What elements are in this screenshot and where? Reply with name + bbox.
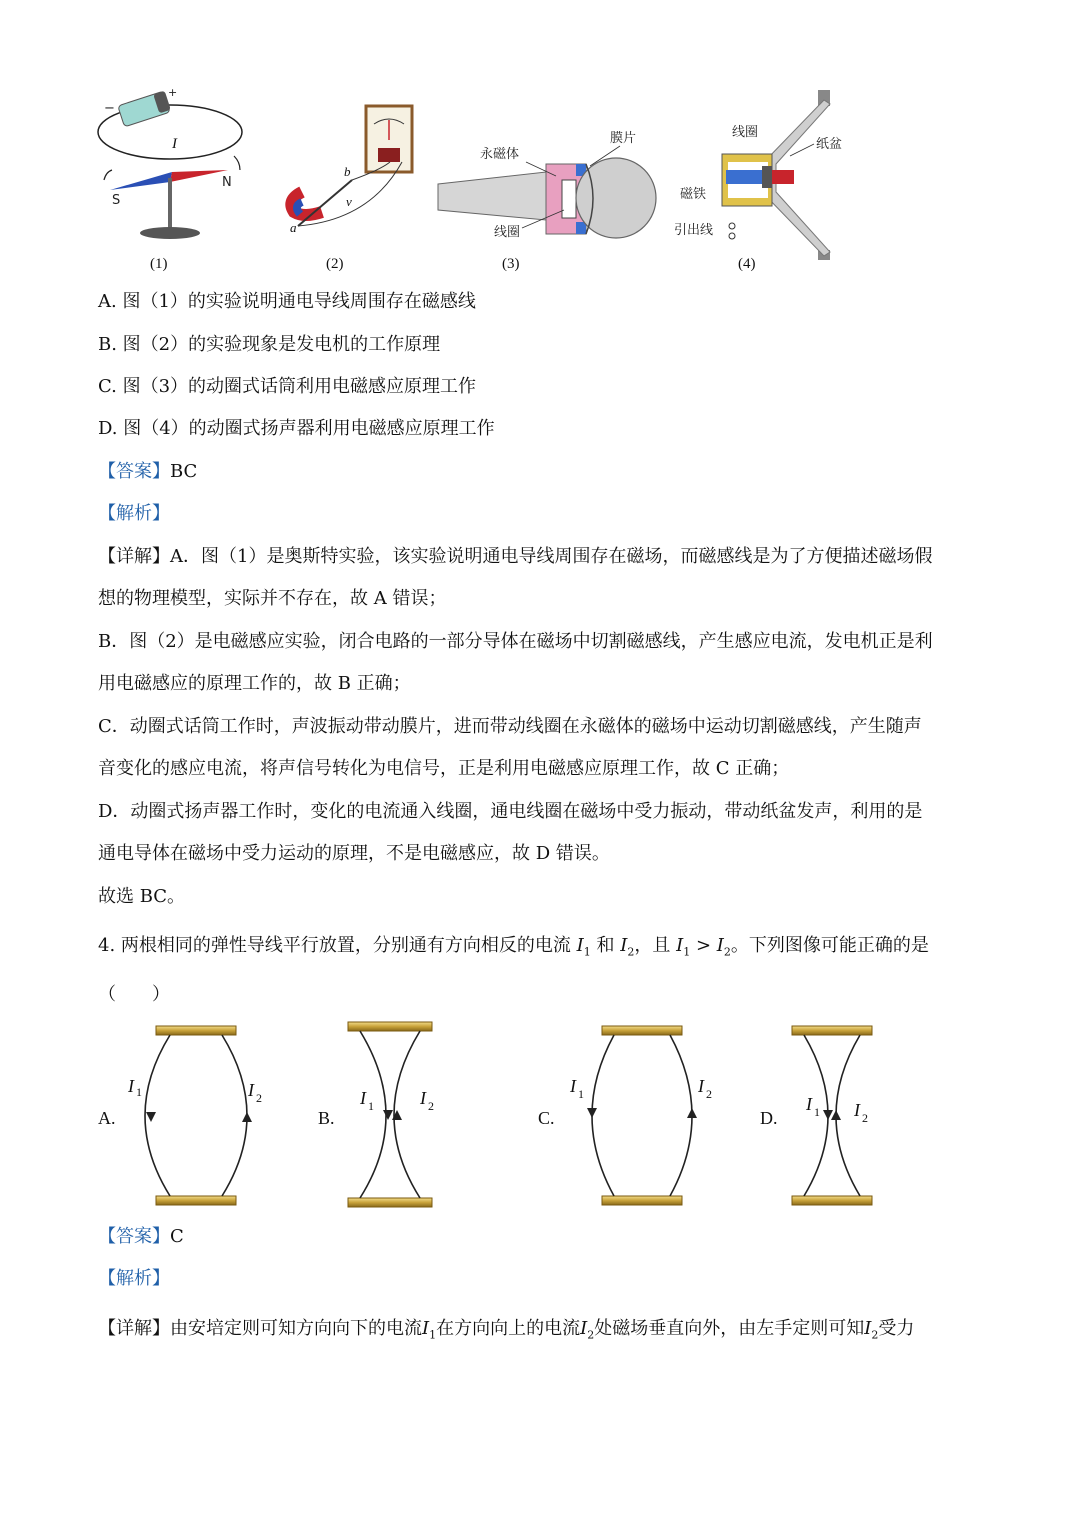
q4-i1-sub: 1: [583, 945, 591, 959]
q3-answer: [98, 459, 197, 485]
q4-answer: [98, 1224, 184, 1250]
label-coil-3: 线圈: [494, 225, 521, 240]
pole-n: N: [222, 175, 232, 190]
q3-detail-line-1: [98, 544, 932, 570]
battery-minus: −: [104, 101, 115, 116]
d-i1: I: [806, 1094, 812, 1114]
q4-conj: 和: [596, 935, 615, 956]
b-i2: I: [420, 1088, 426, 1108]
q4-i1-b: I: [676, 935, 684, 956]
q4-detail-part: 处磁场垂直向外，由左手定则可知: [594, 1318, 865, 1339]
c-i2-sub: 2: [706, 1087, 712, 1101]
caption-4: (4): [738, 256, 756, 272]
q4-detail-i1: I: [422, 1318, 430, 1339]
q4-analysis: [98, 1266, 170, 1292]
q3-option-c: C. 图（3）的动圈式话筒利用电磁感应原理工作: [98, 376, 477, 397]
q3-detail-line-8: 通电导体在磁场中受力运动的原理，不是电磁感应，故 D 错误。: [98, 843, 610, 864]
q4-answer-value: C: [170, 1226, 184, 1247]
figure-row: [90, 80, 850, 260]
analysis-tag: 【解析】: [98, 503, 170, 524]
q4-detail-part: 由安培定则可知方向向下的电流: [170, 1318, 422, 1339]
figure-1-oersted: [98, 86, 242, 239]
d-i1-sub: 1: [814, 1105, 820, 1119]
q4-detail-i1-sub: 1: [429, 1328, 437, 1342]
q4-detail: [98, 1316, 914, 1349]
a-i1: I: [128, 1076, 134, 1096]
q4-analysis-tag: 【解析】: [98, 1268, 170, 1289]
c-i2: I: [698, 1076, 704, 1096]
needle-south: [110, 172, 172, 190]
conductor-a: a: [290, 220, 297, 235]
q4-label-d: D.: [760, 1108, 778, 1128]
b-i1-sub: 1: [368, 1099, 374, 1113]
detail-tag: 【详解】: [98, 546, 170, 567]
q4-answer-tag: 【答案】: [98, 1226, 170, 1247]
q4-option-b: [318, 1022, 434, 1207]
q4-stem: [98, 933, 929, 966]
q4-detail-part: 受力: [878, 1318, 915, 1339]
q4-label-c: C.: [538, 1108, 555, 1128]
q3-analysis: [98, 501, 170, 527]
caption-3: (3): [502, 256, 520, 272]
q4-label-b: B.: [318, 1108, 335, 1128]
b-i1: I: [360, 1088, 366, 1108]
figure-3-microphone: [438, 130, 656, 240]
q4-options-figure: [90, 1016, 890, 1216]
q3-detail-line-5: C．动圈式话筒工作时，声波振动带动膜片，进而带动线圈在永磁体的磁场中运动切割磁感线，产生随声: [98, 716, 922, 737]
q3-conclusion: 故选 BC。: [98, 886, 186, 907]
b-i2-sub: 2: [428, 1099, 434, 1113]
q4-detail-part: 在方向向上的电流: [436, 1318, 581, 1339]
q3-option-d: D. 图（4）的动圈式扬声器利用电磁感应原理工作: [98, 418, 495, 439]
q4-option-a: [98, 1026, 262, 1205]
q4-i2-sub-b: 2: [723, 945, 731, 959]
detail-text: A．图（1）是奥斯特实验，该实验说明通电导线周围存在磁场，而磁感线是为了方便描述磁场假: [170, 546, 933, 567]
q4-stem-part: 。下列图像可能正确的是: [730, 935, 929, 956]
c-i1-sub: 1: [578, 1087, 584, 1101]
caption-1: (1): [150, 256, 168, 272]
d-i2-sub: 2: [862, 1111, 868, 1125]
q4-i2-b: I: [716, 935, 724, 956]
c-i1: I: [570, 1076, 576, 1096]
current-label: I: [172, 136, 177, 152]
answer-value: BC: [170, 461, 198, 482]
q3-detail-line-4: 用电磁感应的原理工作的，故 B 正确；: [98, 673, 411, 694]
q4-i2-sub: 2: [627, 945, 635, 959]
pole-s: S: [112, 193, 121, 208]
a-i2-sub: 2: [256, 1091, 262, 1105]
label-leads: 引出线: [674, 223, 714, 238]
figure-4-speaker: [674, 90, 842, 260]
figure-2-induction: [290, 106, 412, 235]
label-cone: 纸盆: [816, 137, 843, 152]
q4-gt: >: [690, 935, 717, 956]
q4-detail-i2-sub: 2: [587, 1328, 595, 1342]
q4-label-a: A.: [98, 1108, 116, 1128]
q3-detail-line-6: 音变化的感应电流，将声信号转化为电信号，正是利用电磁感应原理工作，故 C 正确；: [98, 758, 790, 779]
q4-i1: I: [576, 935, 584, 956]
velocity-v: v: [346, 194, 352, 209]
q4-i1-sub-b: 1: [683, 945, 691, 959]
d-i2: I: [854, 1100, 860, 1120]
label-membrane: 膜片: [610, 131, 637, 146]
q4-i2: I: [620, 935, 628, 956]
answer-tag: 【答案】: [98, 461, 170, 482]
a-i1-sub: 1: [136, 1085, 142, 1099]
q4-stem-part: 4. 两根相同的弹性导线平行放置，分别通有方向相反的电流: [98, 935, 571, 956]
q4-detail-i2-b: I: [864, 1318, 872, 1339]
label-coil-4: 线圈: [732, 125, 759, 140]
label-permanent-magnet: 永磁体: [480, 147, 520, 162]
q4-detail-tag: 【详解】: [98, 1318, 170, 1339]
label-magnet: 磁铁: [680, 187, 707, 202]
caption-2: (2): [326, 256, 344, 272]
q3-detail-line-7: D．动圈式扬声器工作时，变化的电流通入线圈，通电线圈在磁场中受力振动，带动纸盆发声，利用的是: [98, 801, 923, 822]
q4-option-c: [538, 1026, 712, 1205]
q3-detail-line-2: 想的物理模型，实际并不存在，故 A 错误；: [98, 588, 447, 609]
q4-detail-i2-sub-b: 2: [871, 1328, 879, 1342]
q4-paren: （ ）: [98, 984, 170, 1005]
q4-option-d: [760, 1026, 872, 1205]
conductor-b: b: [344, 164, 351, 179]
q4-detail-i2: I: [580, 1318, 588, 1339]
needle-north: [170, 170, 228, 182]
q4-stem-part: ，且: [634, 935, 671, 956]
q3-option-b: B. 图（2）的实验现象是发电机的工作原理: [98, 334, 441, 355]
q3-option-a: A. 图（1）的实验说明通电导线周围存在磁感线: [98, 291, 476, 312]
a-i2: I: [248, 1080, 254, 1100]
q3-detail-line-3: B．图（2）是电磁感应实验，闭合电路的一部分导体在磁场中切割磁感线，产生感应电流，发电机正是利: [98, 631, 933, 652]
battery-plus: +: [168, 86, 178, 99]
